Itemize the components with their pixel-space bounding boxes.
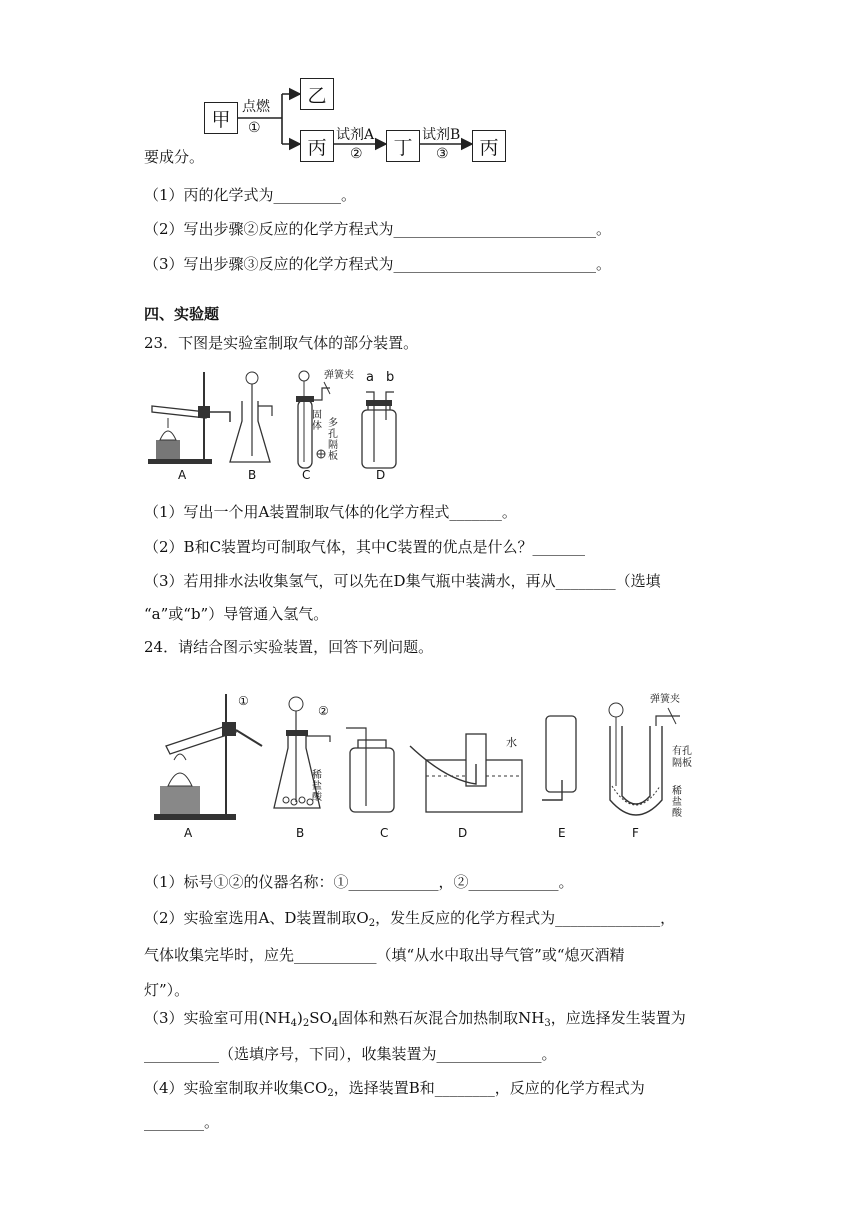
q23-label-A: A	[178, 468, 187, 482]
q22-part1: （1）丙的化学式为_________。	[144, 186, 357, 204]
q24-part1: （1）标号①②的仪器名称：①____________，②____________。	[144, 873, 574, 891]
box-ding: 丁	[386, 130, 420, 162]
q24-part3-line2: __________（选填序号，下同），收集装置为______________。	[144, 1045, 557, 1063]
q24-apparatus-drawing	[150, 690, 710, 842]
q24-part4-pre: （4）实验室制取并收集CO	[144, 1079, 328, 1097]
step2-label: 试剂A	[336, 127, 375, 143]
box-yi: 乙	[300, 78, 334, 110]
q23-label-solid: 固体	[312, 410, 322, 432]
q23-label-clip: 弹簧夹	[324, 370, 354, 381]
step2-num: ②	[350, 146, 363, 162]
step3-num: ③	[436, 146, 449, 162]
q24-part3-text-1: （3）实验室可用(NH	[144, 1009, 291, 1027]
step1-label: 点燃	[242, 99, 270, 115]
q24-part2-line2: 气体收集完毕时，应先___________（填“从水中取出导气管”或“熄灭酒精	[144, 946, 625, 964]
q24-part3-text-3: SO	[309, 1009, 332, 1027]
q23-part3-line1: （3）若用排水法收集氢气，可以先在D集气瓶中装满水，再从________（选填	[144, 572, 661, 590]
q24-part3-sub-3: 4	[331, 1018, 339, 1029]
q24-mark-2: ②	[318, 704, 329, 718]
q24-part3-text-2: )	[296, 1009, 303, 1027]
q24-part2-line1	[144, 908, 675, 934]
q23-label-C: C	[302, 468, 311, 482]
q22-prefix: 要成分。	[144, 148, 205, 166]
q23-part3-line2: “a”或“b”）导管通入氢气。	[144, 605, 329, 623]
q24-part3-line1	[144, 1008, 686, 1034]
q22-part2: （2）写出步骤②反应的化学方程式为___________________________。	[144, 220, 612, 238]
q23-stem: 23．下图是实验室制取气体的部分装置。	[144, 334, 419, 352]
q24-part4-sub: 2	[327, 1088, 334, 1099]
q24-part3-text-5: ，应选择发生装置为	[550, 1009, 686, 1027]
q24-label-C: C	[380, 826, 389, 840]
q24-part4-line2: ________。	[144, 1113, 220, 1131]
q24-part4-post: ，选择装置B和________，反应的化学方程式为	[333, 1079, 645, 1097]
q23-apparatus-figure	[144, 366, 416, 484]
flowchart	[200, 72, 508, 164]
q24-part3-sub-2: 2	[302, 1018, 310, 1029]
q23-label-a: a	[366, 370, 374, 385]
q24-part2-sub: 2	[368, 918, 376, 929]
q24-part3-text-4: 固体和熟石灰混合加热制取NH	[338, 1009, 545, 1027]
q23-label-b: b	[386, 370, 395, 385]
q24-part2-post: ，发生反应的化学方程式为______________，	[375, 909, 676, 927]
q24-part2-line3: 灯”）。	[144, 981, 190, 999]
q23-label-D: D	[376, 468, 386, 482]
section-heading: 四、实验题	[144, 305, 220, 323]
q24-part2-pre: （2）实验室选用A、D装置制取O	[144, 909, 369, 927]
q24-mark-1: ①	[238, 694, 249, 708]
step3-label: 试剂B	[422, 127, 461, 143]
box-jia: 甲	[204, 102, 238, 134]
box-bing-1: 丙	[300, 130, 334, 162]
q24-label-water: 水	[506, 736, 517, 749]
q24-label-A: A	[184, 826, 193, 840]
q24-label-acid: 稀盐酸	[312, 770, 322, 803]
q23-label-B: B	[248, 468, 257, 482]
q24-label-E: E	[558, 826, 566, 840]
q23-part1: （1）写出一个用A装置制取气体的化学方程式_______。	[144, 503, 517, 521]
q23-apparatus-drawing	[144, 366, 416, 484]
step1-num: ①	[248, 120, 261, 136]
q24-part3-sub-4: 3	[544, 1018, 551, 1029]
q23-part2: （2）B和C装置均可制取气体，其中C装置的优点是什么？_______	[144, 538, 586, 556]
q24-label-acid2: 稀盐酸	[672, 786, 682, 819]
q24-stem: 24．请结合图示实验装置，回答下列问题。	[144, 638, 434, 656]
q23-label-plate: 多孔隔板	[328, 418, 338, 462]
q24-label-B: B	[296, 826, 305, 840]
q24-label-clip: 弹簧夹	[650, 694, 680, 705]
q24-part3-sub-1: 4	[290, 1018, 297, 1029]
q24-label-D: D	[458, 826, 468, 840]
q24-label-F: F	[632, 826, 639, 840]
q24-label-plate: 有孔隔板	[672, 746, 692, 769]
box-bing-2: 丙	[472, 130, 506, 162]
q24-apparatus-figure	[150, 690, 710, 842]
q24-part4-line1	[144, 1078, 645, 1104]
q22-part3: （3）写出步骤③反应的化学方程式为___________________________。	[144, 255, 612, 273]
